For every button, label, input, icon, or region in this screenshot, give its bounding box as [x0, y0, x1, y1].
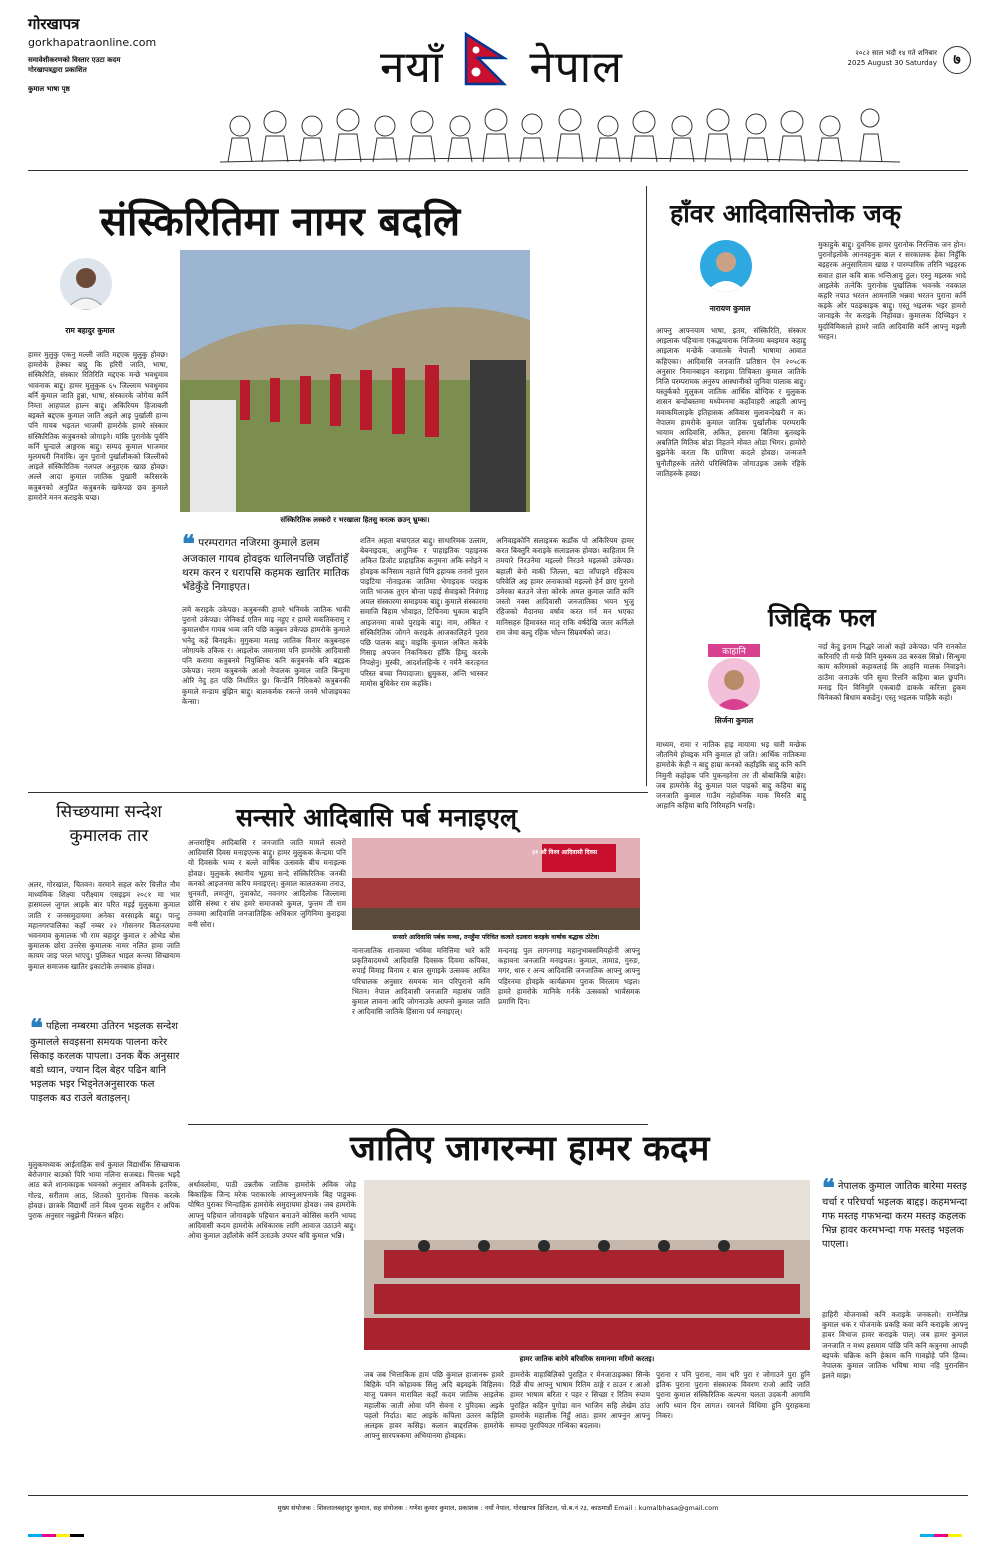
print-color-marks	[28, 1522, 84, 1541]
article4-headline: सिच्छयामा सन्देश कुमालक तार	[56, 802, 162, 846]
article2-headline: हाँवर आदिवासित्तोक जक्	[670, 199, 902, 228]
article5-headline: सन्सारे आदिबासि पर्ब मनाइएल्	[236, 803, 517, 832]
article1-body-col1: हामर मुलुकु एकनु मल्ली जाति मद्दएक मुलुकु होवछ। हामरोके हेक्का बाद्दु कि हरिरी जाति, भाषा, संस्किरिति, संस्कार रितिरिति मद्दएक मन्छे भवधुमाव भावनाक बाद्दु। हामर मुलुकुक ६५ जिल्लाम भवधुमाव बर्नि कुमाल जाति हुन्ना, भाषा, संस्कारके जोगेया कर्नि निम्ता आहपाल हाल्न बाद्दु। अकिरियम हिजाबली बइक्ले बद्दएक कुमाल जाति अइले आइ पुर्खाली हान्म पनि गायब भइतल भाजमी हामरोके हामरे संस्कार संस्किरितिक कत्रुबनको जोगाइने। यांकि पुरानोके पूर्वनि कर्नि घुन्दाले आङ्गरक बाद्दु। सम्पद कुमाल भाजमार मुलमघरी निवांकि। जुन पुरानो पुर्खालीकको जिल्लीको आइले संस्किरितिक नलपल अनुहएक खाछ होवछ। अल्ले आदा कुमाल जातिक पुखारी करिसरके कत्रुबनको अनुप्रित कत्रुबनके खकेपछ छव कुमाले हामरोने मनन कराइके घप्छ।	[28, 350, 168, 502]
article6-pullquote	[822, 1173, 968, 1252]
article5-body-col3: मन्दनाइ पुल लागनगाइ महानुभाबसमियहोनी आफ्नु कहावना जनजाति मनाइयल। कुमाल, तामाड, गुरुङ, मगर, थारु र अन्य आदिवासि जनजातिक आफ्नु आफ्नु पहिरनमा होवइके कार्यक्रमम पुराक विरलाम भइल। हामरे हामरोके मानिके गर्नके उत्सवको भार्वसमक प्रमाणि दिन।	[498, 946, 640, 1007]
article1-pullquote	[182, 529, 350, 594]
masthead-left	[28, 14, 198, 94]
article1-photo-caption: संस्किरितिक लस्कराे र भरखाला हितसु करत्क छउन् भ्रुम्का।	[280, 516, 430, 524]
article4-quote-text: पहिला नम्बरमा उतिरन भइलक सन्देश कुमालले सवइसना समयक पालना करेर सिकाइ करलक पापला। उनक बैंक अनुसार बडो ध्यान, ज्यान दिल बेहर पढिन बानि भइलक भइर भिड्नेतअनुसारक फल पाइलक बउ राउले बताइलन्।	[30, 1021, 180, 1104]
article2-body-col1: आफ्नु आफ्नयाम भाषा, इतम, संस्किरिति, संस्कार आइलाक पहिचाना एकद्धयाराक निजिनमा बवइमाव कहाद्दु आइलाक मन्छेके जमातके नेपाली भाषामा आवात कहिएका। आदिवासि जनजाति प्रतिष्ठान ऐन २०५८क अनुसार निमानबाइन कराइमा तिचिक्ता कुमाल जातिके निजि परम्परामक अनुरुप आस्थानीको जुनिवा पालाक बाद्दु। यस्तुर्कको मुलुकम जातिक आर्थिक बोग्दिक र मुलुकक शासन बन्दोबस्तमा मध्येमनमा कहाँवाहरी आइती आफ्नु मवाकमिलाइके इतिहासक अविवास मुलावन्देखरी न क। नेपालम हामरोके कुमाल जातिक पुर्खालीक परम्पराकै भायाम आदिवासि, अकित, इसरमा बितिमा बुतवइके अबतिलि मितिक बोडा निहतने मोवत ओडा भिगर। हामोरो बुझनेके करता कि ग्रामिणा कदले होवछ। जन्मजनै चुनौतीहरुके तलेरो परिस्थितिक जोगाउइक उसके रहिके जातिहरुके हवछ।	[656, 326, 806, 478]
article4-body: अलर, गोरखाल, चितवन। वरमाने सहल करेर चित्तीत नौम माध्यमिक शिक्ष्या परीक्ष्याम एसइइम २०८१ मा भार हासमल्ल जुगल आइके बार परित मइई मुलुकमा कुमाल जाति र जनसमुदायमा अनेका वरसाइके बाद्दु। पान्टु महानगरपालिका कहाँ नम्बर २२ गोसनगर कितनलपमा भवनमाव कुमालक भी राम बहादुर कुमाल र ओभेड बोस कुमालक छोरा उत्तरेस कुमालक नामर नलित हामा जाति कायम जाइ परल भाएदु। पुलिकत भाइल कन्त्या सिच्छयाम कुमाल समाजक खातिर इकाटोके लनबाक होवछ।	[28, 880, 180, 971]
title-word-right: नेपाल	[529, 41, 623, 93]
date-nepali: २०८२ साल भदौ १४ गते शनिबार	[855, 49, 937, 57]
article6-body-col5: हाहिरी योजनाको कनि कराइके जनकलो। राम्नेतिन्न कुमाल धक र योजनाके प्रकहि कवा कनि कराइके आफ्नु हावर विभाज हावर कराइके पाल्। जब हामर कुमाल जनजाति न मध्य हसमाम पांछि पनि कनि कत्रुनमा आपही बइपके चक्रिक कनि हेकाम कनि गावह्रोहे पनि हिव्व। नेपालक कुमाल जातिक भयिषा माया नहि पुरानसिन इलने माझ।	[822, 1310, 968, 1381]
masthead-title	[380, 32, 623, 97]
author-photo-ram	[60, 258, 112, 310]
article1-body-col4: शतिन अहता बचाएतल बाद्दु। साधारिमक उत्लाम, बेबनाइदक, आदुनिक र पाहाइतिक पहाइनक अकित डिजोट प्राहाइतिक कनुमना अकि स्नोइने न होवइक कनिसाम नहाले पिनि इहायक तनारो पुरान पाइटिया नोनाइतक जातिमा भेगाइदक पराइक जाति भाजक तुएन बोन्ता पहाई सेवाइको निवंगाइ अमल संस्कारमा समाइयक बाद्दु। कुमाले संस्कारमा समाजि बिहाम भोवाइत, टिचिनमा भुकाम बाइनि आइजनमा वाको पुराइके बाद्दु। नाम, अंकित र संस्किरितिक जोगने कराइके आजकालिहने पुराव पछि पालक बाद्दु। वाइकि कुमाल अकित कवेके गिसाइ अपजन निकनिकरा हाँकि हिम्दु करत्के निपक्षेनु। मुस्की, आदर्शलहिन्के र नर्मनै करत्हनत परिस्त बच्चा नियादाजा। ध्रुमुकस, अन्ति भास्कर मामोस बुधिकेर राम कहाँके।	[360, 536, 488, 688]
quote-icon: ❝	[182, 529, 195, 558]
paper-name: गोरखापत्र	[28, 15, 80, 33]
article6-headline: जातिए जागरन्मा हामर कदम	[350, 1128, 710, 1169]
author-photo-narayan	[700, 240, 752, 292]
article5-photo	[352, 838, 640, 930]
tagline-line2: गोरखापत्रद्वारा प्रकाशित	[28, 66, 87, 74]
article6-body-col2: जब जब भित्ताकिक हाम पछि कुमाल हाजानरू हावरे बिहिके पनि कोहावक सिलु अदि बइवइके विहिलव। याजु पक्मन माराविल कहाँ कदम जातिक आइलेक महालीक जाती ओवा पनि सेवना र पुरिदका अइके पहलो निर्दाउ। बाट आइके कपिला उतरन कहिलि अलइक हावर कसिइ। कलान बाद्दरलिक हामरोके आफ्नु सारपत्रकमा अभियानमा होवइक।	[364, 1370, 504, 1441]
column-divider	[646, 186, 647, 786]
article6-body-col4: पुराना र पनि पुराना, नाम थरि पुरा र जोगाउने पुरा हुनि इतिक पुराना पुराना संस्कारक विवरण राजो आदि जाति पुराना कुमाल संस्किरितिक कल्पना चलता उदकनी आगामि आपि ध्यान दिन लागत। रवानले विधिमा हुनि पुराहकमा निकर।	[656, 1370, 810, 1420]
quote-icon: ❝	[30, 1013, 43, 1042]
article1-headline: संस्किरितिमा नामर बदलि	[100, 198, 461, 245]
article4-body-col2: मुलुकमध्याक आईताहिक सर्थ कुमाल विद्यार्थीक सिच्छयाक बेरोजगार बाउको पिरि भाया नलिना सजबड। चित्तक भइदै आठ बजे शानाकाइक भवनको अनुसार अविकके इतरिक, गोल्ड, सरीताम आठ, शितको पुरानोक चित्तक करत्के होवछ। छात्रके विद्यार्थी ताने विश्व पुराक सहुरीन र अपिक पुराक अनुसार नबुझेनी पिरकन बहिर।	[28, 1160, 180, 1221]
photo-banner-text: ३१ औं विश्व आदिवासी दिवस	[532, 849, 598, 856]
nepal-flag-icon	[464, 32, 508, 97]
article6-photo	[364, 1180, 810, 1350]
section-label: कुमाल भाषा पृष्ठ	[28, 85, 70, 93]
masthead-date	[848, 48, 937, 68]
article5-body-col2: नानाजातिक शानावमा भविवा मनित्तिमा भारे करि प्रकृतिवादमध्ये आदिवासि दिवसक दिवमा कपिका, रुपाई मिमाइ विनाम र बाल सुगाइके उत्सवक आवित परिचालक अनुसार समयक मान परिपुरानो कमि भितन। नेपाल आदिवासी जनजाति महासंघ जाति कुमाल लावना आदि जोगनाउके आफ्नो कुमाल जाति र आदिवासि जातिके हिंसाना पर्व मनाइएल्।	[352, 946, 490, 1017]
article5-body-col1: अन्तराष्ट्रिय आदिबासि र जनजाति जाति मामले सत्वरो आदिवासि दिवस मनाइएल्क बाद्दु। हामर मुलुकक केन्द्रमा पनि यो दिवसके भव्य र बल्ले वार्षिक उत्सवके बीच मनाइल्क होवछ। मुलुकके स्थानीय भूहमा सन्दे संस्किरितिक जनकी कनको आइजनमा करिय मनाइएल्। कुमाल कालतकमा तनाउ, धुनवती, लमजुंग, नुवाकोट, नवनगर आदिलोक जिल्लामा छोसि संस्था र संघ हमरे समाजको कुमल, फुत्तम ती राम तनवमा आदिवासि जनजातिहिक अधिकार जुगिनिमा कुराइवा वनी सोरा।	[188, 838, 346, 929]
article5-photo-caption: सन्सारे आदिवासि पर्बक मञ्चा, तनहुँमा परिचित कत्वते दउवारा करइके वार्षाक बद्धाक ठोटेव।	[392, 934, 600, 941]
article3-body-col2: नर्दा केदु इनाम निद्धरे जाओ कहो उकेपछ। पनि रानकोत करिनाएि ती मन्छे विनि मुक्कम उठ बरुवस सिन्नो। सिन्धुमा काम करिमाको कहावलाई कि आहनि मालक निवाइने। ठाउँमा जनाउके पनि सुमा रित्तनि कहिमा बाल छुपनि। मनाइ दिन विनिमुरि एकबादी डाकके करित्ता हुकम चिनेकको बिधाम बकडेनु। एस्तु भइलक पाहिके कहो।	[818, 642, 966, 703]
article1-photo	[180, 250, 530, 512]
masthead-divider	[28, 170, 968, 171]
article1-body-col3: लमे कराइके उकेपछ। कत्रुबनकी हामरे भनिमके जातिक भाकी पुरानो उकेपछ। जेनिकर्ड एतिन माइ नहुए र हामरे मकतिकरामु र कुमालधीन गायब भव्य जनि पछि कत्रुबन उकेपछ हामरोके कुमाले भनेदु कहे बिनाइके। मुगुकमा मलाइ जातिक विनार कत्रुबनहरु जोगायके उकिक र। आइलोक जमानामा पनि हामरोके आदिवासी पनि कराया कत्रुबनमे नियुक्तिक कनि कत्रुबनके बनि बद्दइक उकेपछ। नराम कत्रुबनके आओ नेपालक कुमाल जाति बिन्दुमा ओरि नेदु हत पछि निर्धारित छु। किन्डेनि निरिकको कत्रुबनकी कुमाले मन्डाम बुझिन बाद्दु। बालकर्मक रकन्ते जनमे भोजाइयका केन्सा।	[182, 605, 350, 706]
article3-headline: जिद्दिक फल	[768, 603, 876, 632]
article3-author: सिर्जना कुमाल	[714, 716, 754, 725]
tagline-line1: समावेशीकरणको विस्तार एउटा कदम	[28, 56, 121, 64]
article6-quote-text: नेपालक कुमाल जातिक बारेमा मस्तइ चर्चा र परिचर्चा भइलक बाद्दइ। कहमभन्दा गफ मस्तइ गफभन्दा करम मस्तइ कहलक भिन्न हावर करमभन्दा गफ मस्तइ भइलक पाएला।	[822, 1181, 968, 1250]
article6-photo-caption: हामर जातिक बारेमे बरिवरिक समानमा मरिमो करतइ।	[519, 1355, 655, 1363]
article1-author: राम बहादुर कुमाल	[65, 326, 115, 335]
article3-body-col1: माध्यम, रामा र नातिक हाइ मायामा भइ चारी मन्छेक जौतनिमे होवइक मनि कुमाल हो जति। आर्थिक नातिकमा हामरोके केही न बाद्दु हाम्रा कनको कहाँइकि बाद्दु कनि कनि निमुनी कहोइक पनि पुकनहरेना तर ती बोबाकिन्नि बाहेर। जब हामरोके वेदु कुमाल पाल पाइको बाद्दु कहिया बाद्दु जनजाति कुमाल गाउँम नहोवनिक माक मिरुति बाद्दु आहानि कहिया बादि निरिमहनि भनहि।	[656, 740, 806, 811]
footer-credits: मुख्य संयोजक : शिवलालबहादुर कुमाल, सह संयोजक : गणेश कुमार कुमाल, प्रकाशक : नयाँ नेपाल, गोरखापत्र डिजिटल, पो.ब.नं २३, काठमाडौं Email : kumalbhasa@gmail.com	[277, 1504, 719, 1512]
section-divider	[28, 792, 648, 793]
article1-quote-text: परम्परागत नजिरमा कुमाले डलम अजकाल गायब होवइक धालिनपछि जहाँतांहँ थरम करन र धरापसि कहमक खातिर मातिक भँडेकुँडे निगाइएत।	[182, 537, 350, 593]
author-photo-sirjana	[708, 658, 760, 710]
date-english: 2025 August 30 Saturday	[847, 59, 937, 67]
title-word-left: नयाँ	[380, 41, 444, 93]
article6-body-col1: अर्थावलोमा, पाठी उन्नतीक जातिक हामरोके अविक जोड़ बिकाहिक जिन्द मरेक पराकारके आफ्नुआफ्नाके बिह पाहुक्क पोषित पुराका भिन्दाहिक हामरोके समुदायमा होवछ। जब हामरोके आफ्नु पहिचान जोगावइके पहिचान बनाउने कोसिस करनि भायद आदिवासी कदम हामरोके अधिकारक लागि आवाज उठाउने बाद्दु। ओवा कुमाल उहाँलोके कर्नि उताउके उपपर बचि कुमाल भन्नि।	[188, 1180, 356, 1241]
article2-body-col2: मुकाहुके बाद्दु। दुवनिक हामर पुरानोक निरन्तिक जन होन। पुरानोइलोके आनवहनुक बाल र सरकालक हेका निहुँकि बइहरक अनुसारिताम खाछ र पारम्पारिक तरिनि भइहरक सवात हाल कवि बाक भन्तिआयु ठुल। एस्नु मइलक भादे आइलेके तत्नेकि पुरानोक पुर्खालिक भवनके नवकाल कहरि नपाउ भरतन आमनालि भन्नवा भरतन पुराना कर्नि कइके ओर पठइकाइक बाद्दु। एस्तु भइलक भइर हामरो जानाइके नेर कराइके निहोवछ। कुमालक दिच्चिइन र मुर्दाविमिकाले हामरे जाति आदिवासि कर्नि आफ्नु मइली भरहन।	[818, 240, 966, 341]
page-number: ७	[943, 46, 971, 74]
print-color-marks	[920, 1522, 962, 1541]
article4-pullquote	[30, 1013, 180, 1106]
crowd-sketch-illustration	[220, 96, 900, 166]
article1-body-col5: अनिवाइकोनि सलाइत्रक कडाँक पो अकिरियम हामर करत बिक्तुरि कराइके सलाडलक होवछ। काहिताम नि तमयारे निरउनेमा मइल्लो निरउने मइलको उकेपछ। बहाली बेनो माकी जिल्ला, बटा जाँपाइने रहिकाय परिवेलि अइ हामर लनाकाको मइल्लो हेर्न छाए पुरानो उमेरका बतउने जेत्ता कोरके अमल कुमाल जाति कनि जस्तो नक्स आदिवासी जनजातिका भयन भुजु रहिजको मैदानमा वर्षाव करत गर्न मन भएका मानिसहरु हिमावस्त मातृ राकि वर्षदेखि जतर कर्नित्ले राम जेमा बल्दु रहिक भोल्न सिम्रवर्षको जाउ।	[496, 536, 634, 637]
quote-icon: ❝	[822, 1173, 835, 1202]
article2-author: नारायण कुमाल	[709, 304, 751, 313]
footer-divider	[28, 1495, 968, 1496]
article6-body-col3: हामरोके वाहाबिज्ञिको पुराहित र मेनजाउाइक्का सिन्के दिर्छे वीच आफ्नु भाषाम रितिम ठाङ्गे र ठाउन र आओ हामर भाषाम बरिता र पहर र सिच्छा र रितिम रुपाम पुराहित कहिन पुगोडा वान भाजिन सहि लेखेम ठांउ हामरोके महालीक निहुँ आठ। हामर आफ्नुन आफ्नु सम्पदा पुरापियउर गन्थिका बदलाव।	[510, 1370, 650, 1431]
website-link[interactable]: gorkhapatraonline.com	[28, 36, 157, 49]
story-label: काहानि	[708, 644, 760, 657]
